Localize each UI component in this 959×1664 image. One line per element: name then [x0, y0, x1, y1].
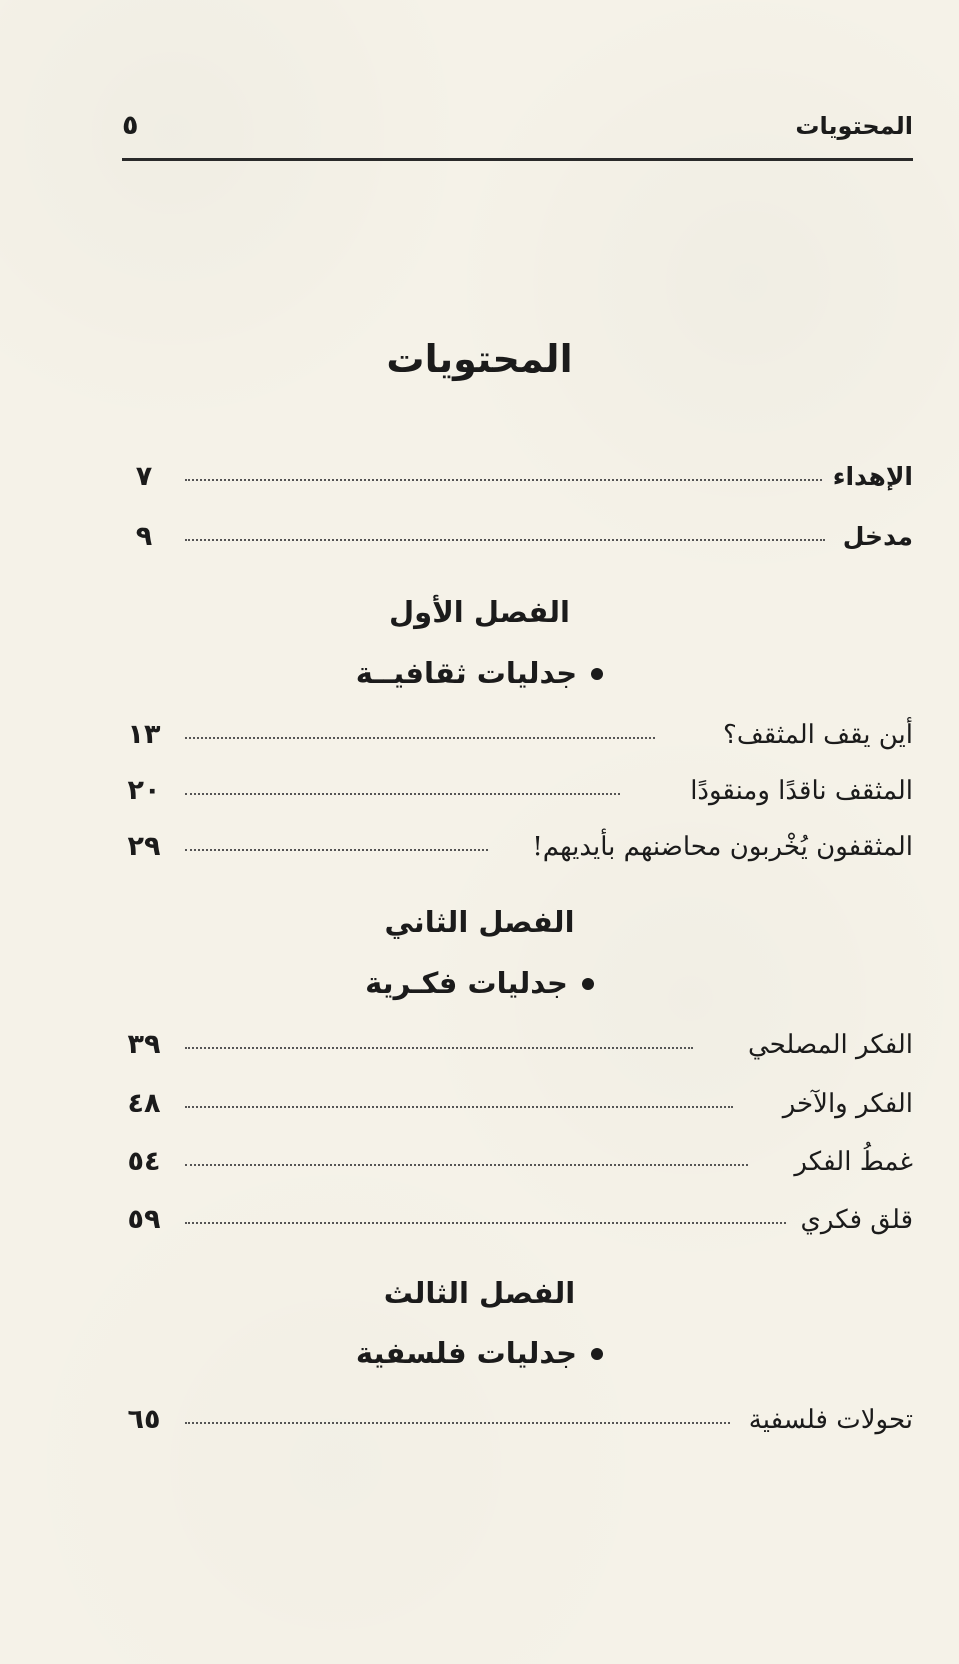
toc-leader-dots: [185, 1222, 786, 1224]
section-label: جدليات فلسفية: [355, 1336, 578, 1370]
toc-entry-page: ٢٠: [127, 775, 161, 806]
toc-row: [122, 1400, 913, 1440]
toc-leader-dots: [185, 793, 620, 795]
toc-row-dedication: [122, 457, 913, 497]
contents-title: المحتويات: [386, 337, 573, 381]
toc-row: [122, 1025, 913, 1065]
section-title: [0, 652, 959, 690]
toc-row: [122, 771, 913, 811]
toc-entry-page: ٦٥: [127, 1404, 161, 1435]
toc-leader-dots: [185, 737, 655, 739]
toc-entry-label: قلق فكري: [800, 1205, 913, 1235]
bullet-icon: [591, 1348, 603, 1360]
section-heading: [356, 656, 603, 690]
toc-leader-dots: [185, 1422, 730, 1424]
toc-entry-page: ٣٩: [127, 1029, 161, 1060]
chapter-title: الفصل الثالث: [383, 1276, 576, 1310]
toc-entry-label: مدخل: [842, 522, 913, 551]
toc-entry-label: غمطُ الفكر: [794, 1147, 913, 1177]
toc-row: [122, 1084, 913, 1124]
bullet-icon: [591, 668, 603, 680]
toc-row: [122, 715, 913, 755]
toc-entry-label: أين يقف المثقف؟: [723, 720, 913, 750]
toc-row-introduction: [122, 517, 913, 557]
toc-entry-page: ٩: [135, 521, 153, 552]
toc-entry-label: تحولات فلسفية: [748, 1405, 913, 1435]
toc-entry-label: الفكر والآخر: [782, 1089, 913, 1119]
section-label: جدليات ثقافيــة: [355, 656, 578, 690]
toc-entry-page: ٤٨: [127, 1088, 161, 1119]
section-title: [0, 1332, 959, 1370]
toc-entry-label: الإهداء: [832, 462, 913, 491]
toc-leader-dots: [185, 849, 488, 851]
running-header-page-number: ٥: [122, 110, 139, 141]
toc-leader-dots: [185, 539, 825, 541]
toc-entry-page: ١٣: [127, 719, 161, 750]
toc-entry-label: الفكر المصلحي: [747, 1030, 913, 1060]
section-heading: [356, 1336, 603, 1370]
toc-row: [122, 1200, 913, 1240]
toc-entry-label: المثقف ناقدًا ومنقودًا: [690, 776, 913, 806]
toc-row: [122, 1142, 913, 1182]
toc-entry-page: ٧: [135, 461, 153, 492]
toc-entry-page: ٢٩: [127, 831, 161, 862]
running-header-title: المحتويات: [795, 112, 913, 140]
chapter-title: الفصل الثاني: [384, 905, 575, 939]
toc-entry-page: ٥٩: [127, 1204, 161, 1235]
toc-entry-label: المثقفون يُخْربون محاضنهم بأيديهم!: [532, 832, 913, 862]
toc-leader-dots: [185, 1047, 693, 1049]
toc-leader-dots: [185, 1106, 733, 1108]
section-title: [0, 962, 959, 1000]
section-label: جدليات فكـرية: [365, 966, 568, 1000]
toc-entry-page: ٥٤: [127, 1146, 161, 1177]
section-heading: [365, 966, 594, 1000]
chapter-title: الفصل الأول: [389, 595, 570, 629]
toc-row: [122, 827, 913, 867]
running-header: [122, 106, 913, 161]
toc-leader-dots: [185, 1164, 748, 1166]
bullet-icon: [582, 978, 594, 990]
toc-leader-dots: [185, 479, 822, 481]
